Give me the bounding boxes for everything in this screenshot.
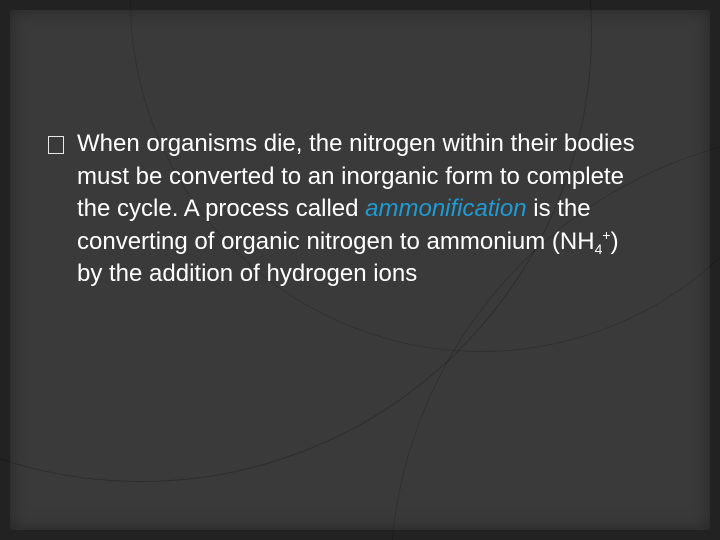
bullet-text-before: When organisms die, the nitrogen within their bodies must be converted to an inorganic form to complete the cycle. A process called xyxy=(77,130,635,223)
superscript: + xyxy=(602,226,611,243)
square-bullet-icon xyxy=(48,136,64,154)
slide-body xyxy=(48,128,638,291)
subscript: 4 xyxy=(594,240,603,257)
highlight-term: ammonification xyxy=(365,195,527,223)
bullet-text xyxy=(77,128,638,291)
bullet-text-middle: is the converting of organic nitrogen to ammonium (NH xyxy=(77,195,595,255)
bullet-text-after: ) by the addition of hydrogen ions xyxy=(77,227,619,288)
bullet-item xyxy=(48,128,638,291)
